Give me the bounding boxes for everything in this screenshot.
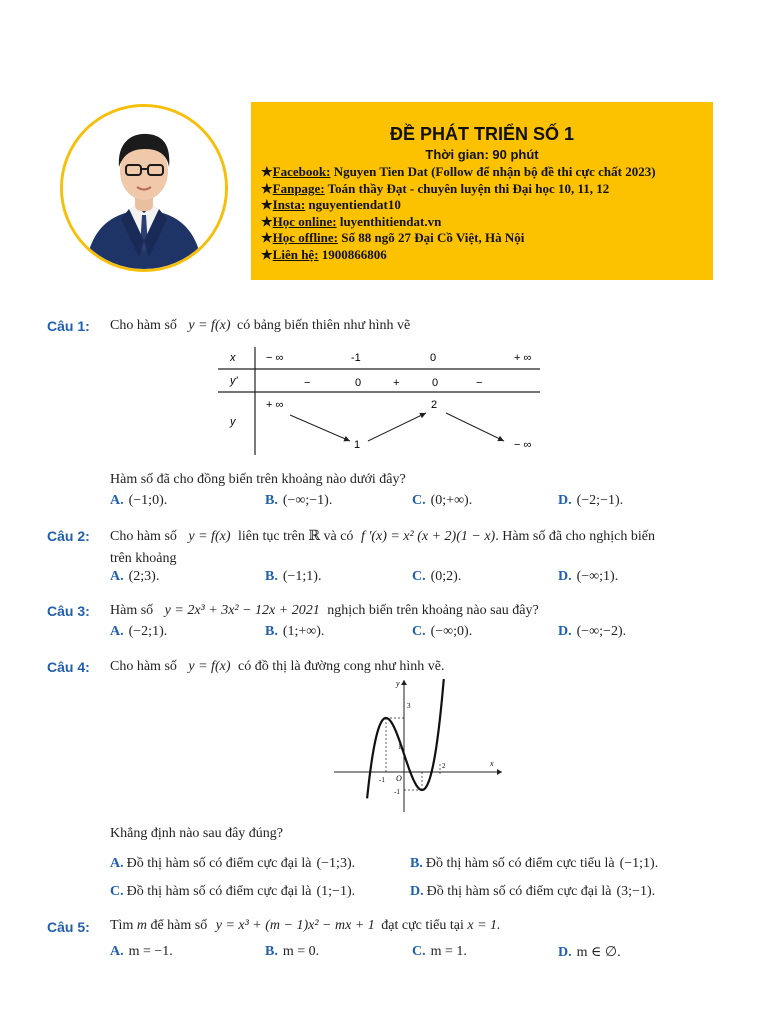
option-value: (−2;1). [128, 624, 168, 639]
question-3-label: Câu 3: [47, 603, 90, 619]
answer-option[interactable] [110, 569, 159, 585]
q2-text-d: . Hàm số đã cho nghịch biến [495, 529, 655, 544]
option-value: (3;−1). [616, 884, 656, 899]
table-x-value: + ∞ [514, 352, 532, 364]
q3-text-b: nghịch biến trên khoảng nào sau đây? [327, 603, 539, 618]
contact-value: Toán thầy Đạt - chuyên luyện thi Đại học 10, 11, 12 [324, 180, 610, 196]
option-value: m = 1. [430, 944, 467, 959]
q4-function: y = f(x) [188, 659, 231, 674]
option-letter: A. [110, 856, 124, 871]
contact-key: Facebook: [272, 164, 331, 179]
arrow-up [368, 413, 426, 441]
answer-option[interactable] [412, 624, 472, 640]
contact-line [261, 181, 703, 198]
option-letter: D. [558, 569, 572, 584]
option-letter: D. [558, 493, 572, 508]
x-axis-label: x [490, 759, 494, 768]
q4-text-post: có đồ thị là đường cong như hình vẽ. [237, 659, 445, 674]
option-value: (1;−1). [316, 884, 356, 899]
option-value: (2;3). [128, 569, 160, 584]
star-icon: ★ [261, 164, 273, 179]
table-y-value: − ∞ [514, 439, 532, 451]
option-value: m ∈ ∅. [576, 945, 621, 960]
table-yp-value: 0 [355, 377, 362, 389]
contact-value: nguyentiendat10 [305, 197, 401, 212]
q1-function: y = f(x) [188, 318, 231, 333]
q2-text-b: liên tục trên [237, 529, 305, 544]
q5-text-c: đạt cực tiểu tại [381, 918, 464, 933]
q1-text-post: có bảng biến thiên như hình vẽ [236, 318, 411, 333]
contact-line [261, 164, 703, 181]
q2-set: ℝ [308, 529, 320, 544]
option-value: (0;2). [430, 569, 462, 584]
contact-line [261, 197, 703, 214]
author-photo [63, 107, 225, 269]
answer-option[interactable] [265, 493, 332, 509]
contact-value: Nguyen Tien Dat (Follow để nhận bộ đề thi cực chất 2023) [330, 164, 656, 179]
q5-function: y = x³ + (m − 1)x² − mx + 1 [215, 918, 375, 933]
exam-duration: Thời gian: 90 phút [425, 147, 539, 162]
option-letter: C. [412, 944, 426, 959]
question-3-stem [110, 603, 539, 619]
q5-condition: x = 1. [467, 918, 501, 933]
option-letter: C. [412, 493, 426, 508]
answer-option[interactable] [110, 493, 167, 509]
y-tick-label: 1 [398, 743, 402, 751]
option-value: (−∞;1). [576, 569, 619, 584]
table-x-value: − ∞ [266, 352, 284, 364]
contact-list [261, 164, 703, 263]
option-value: (−∞;−2). [576, 624, 627, 639]
answer-option[interactable] [558, 944, 621, 961]
answer-option[interactable] [558, 569, 618, 585]
arrow-down [290, 415, 350, 441]
question-4-label: Câu 4: [47, 659, 90, 675]
question-1-stem [110, 318, 410, 334]
answer-option[interactable] [410, 884, 655, 900]
q5-text-a: Tìm [110, 918, 134, 933]
option-text: Đồ thị hàm số có điểm cực đại là [126, 884, 312, 899]
table-x-value: -1 [351, 352, 361, 364]
star-icon: ★ [261, 197, 273, 212]
star-icon: ★ [261, 180, 273, 196]
question-5-label: Câu 5: [47, 919, 90, 935]
option-letter: B. [265, 624, 278, 639]
table-row-y-label: y [230, 416, 236, 428]
table-row-x-label: x [230, 352, 236, 364]
answer-option[interactable] [558, 624, 626, 640]
option-value: (−1;3). [316, 856, 356, 871]
question-4-prompt: Khẳng định nào sau đây đúng? [110, 826, 284, 841]
question-2-line2: trên khoảng [110, 551, 177, 566]
arrow-down [446, 413, 504, 441]
table-y-value: 2 [431, 399, 438, 411]
contact-line [261, 230, 703, 247]
answer-option[interactable] [265, 569, 321, 585]
q5-variable: m [136, 918, 147, 933]
exam-info-box [251, 102, 713, 280]
variation-table [218, 345, 548, 460]
question-4-stem [110, 659, 444, 675]
y-tick-label: 3 [407, 702, 411, 710]
q2-derivative: f '(x) = x² (x + 2)(1 − x) [360, 529, 496, 544]
q1-text-pre: Cho hàm số [110, 318, 177, 333]
answer-option[interactable] [265, 624, 324, 640]
option-letter: B. [410, 856, 423, 871]
table-y-value: + ∞ [266, 399, 284, 411]
option-letter: B. [265, 569, 278, 584]
author-avatar [60, 104, 228, 272]
x-tick-label: -1 [379, 776, 385, 784]
table-x-value: 0 [430, 352, 437, 364]
table-row-yp-label: y' [230, 375, 238, 387]
x-tick-label: 2 [442, 762, 446, 770]
option-letter: B. [265, 493, 278, 508]
question-5-stem [110, 918, 501, 934]
answer-option[interactable] [558, 493, 623, 509]
option-letter: A. [110, 624, 124, 639]
option-value: (0;+∞). [430, 493, 473, 508]
y-tick-label: -1 [394, 788, 400, 796]
contact-key: Insta: [272, 197, 306, 212]
option-letter: C. [110, 884, 124, 899]
star-icon: ★ [261, 246, 273, 262]
question-2-label: Câu 2: [47, 528, 90, 544]
contact-key: Học offline: [272, 230, 338, 245]
option-letter: D. [558, 624, 572, 639]
table-yp-value: 0 [432, 377, 439, 389]
table-y-value: 1 [354, 439, 361, 451]
option-text: Đồ thị hàm số có điểm cực đại là [126, 856, 312, 871]
contact-value: 1900866806 [318, 246, 387, 262]
option-letter: D. [410, 884, 424, 899]
table-yp-sign: − [304, 377, 311, 389]
option-letter: C. [412, 569, 426, 584]
q5-text-b: để hàm số [150, 918, 208, 933]
y-axis-label: y [396, 679, 400, 688]
contact-line [261, 247, 703, 264]
option-letter: A. [110, 569, 124, 584]
option-value: (−1;1). [282, 569, 322, 584]
option-letter: B. [265, 944, 278, 959]
option-letter: C. [412, 624, 426, 639]
answer-option[interactable] [110, 624, 167, 640]
q3-text-a: Hàm số [110, 603, 154, 618]
option-value: (−∞;0). [430, 624, 473, 639]
answer-option[interactable] [265, 944, 319, 960]
option-value: (−1;0). [128, 493, 168, 508]
answer-option[interactable] [110, 884, 355, 900]
answer-option[interactable] [410, 856, 658, 872]
table-yp-sign: + [393, 377, 400, 389]
answer-option[interactable] [412, 493, 472, 509]
option-letter: D. [558, 945, 572, 960]
q3-function: y = 2x³ + 3x² − 12x + 2021 [164, 603, 320, 618]
option-value: (1;+∞). [282, 624, 325, 639]
table-yp-sign: − [476, 377, 483, 389]
exam-title: ĐỀ PHÁT TRIỂN SỐ 1 [389, 124, 575, 144]
contact-value: luyenthitiendat.vn [336, 213, 442, 229]
option-letter: A. [110, 493, 124, 508]
contact-value: Số 88 ngõ 27 Đại Cồ Việt, Hà Nội [338, 230, 525, 245]
q2-text-a: Cho hàm số [110, 529, 177, 544]
option-value: (−1;1). [619, 856, 659, 871]
star-icon: ★ [261, 213, 273, 229]
answer-option[interactable] [110, 856, 355, 872]
contact-line [261, 214, 703, 231]
answer-option[interactable] [412, 569, 461, 585]
option-letter: A. [110, 944, 124, 959]
star-icon: ★ [261, 230, 273, 245]
answer-option[interactable] [412, 944, 467, 960]
contact-key: Học online: [272, 213, 337, 229]
q2-function: y = f(x) [188, 529, 231, 544]
q2-text-c: và có [323, 529, 354, 544]
origin-label: O [396, 774, 402, 783]
option-text: Đồ thị hàm số có điểm cực tiểu là [425, 856, 615, 871]
question-2-stem [110, 528, 655, 545]
question-1-label: Câu 1: [47, 318, 90, 334]
answer-option[interactable] [110, 944, 173, 960]
option-value: (−∞;−1). [282, 493, 333, 508]
contact-key: Liên hệ: [272, 246, 319, 262]
q4-text-pre: Cho hàm số [110, 659, 177, 674]
option-value: (−2;−1). [576, 493, 624, 508]
option-value: m = 0. [282, 944, 320, 959]
question-1-prompt: Hàm số đã cho đồng biến trên khoảng nào dưới đây? [110, 472, 406, 487]
function-graph [330, 676, 510, 816]
contact-key: Fanpage: [272, 180, 325, 196]
option-text: Đồ thị hàm số có điểm cực đại là [426, 884, 612, 899]
option-value: m = −1. [128, 944, 173, 959]
